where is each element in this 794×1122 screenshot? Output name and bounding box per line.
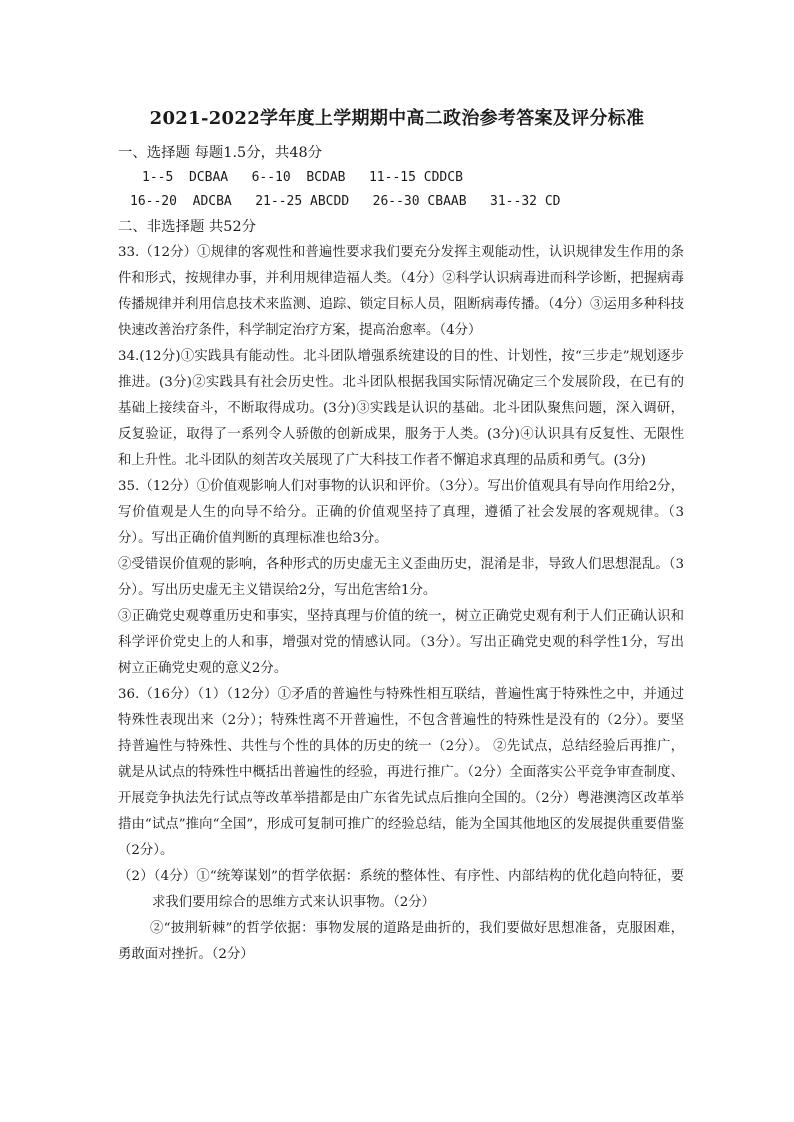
- section-non-choice-heading: 二、非选择题 共52分: [118, 219, 257, 235]
- question-35-answer-part-3: ③正确党史观尊重历史和事实，坚持真理与价值的统一，树立正确党史观有利于人们正确认识和科学评价党史上的人和事，增强对党的情感认同。（3分）。写出正确党史观的科学性1分，写出树立正确党史观的意义2分。: [118, 609, 684, 676]
- page-title: 2021-2022学年度上学期期中高二政治参考答案及评分标准: [149, 108, 645, 129]
- answer-content: [118, 140, 684, 968]
- question-36-answer-part-3: ②“披荆斩棘”的哲学依据：事物发展的道路是曲折的，我们要做好思想准备，克服困难，勇敢面对挫折。（2分）: [118, 921, 684, 962]
- answer-key-row-1: 1--5 DCBAA 6--10 BCDAB 11--15 CDDCB: [142, 170, 463, 185]
- question-36-answer-part-2: （2）（4分）①“统筹谋划”的哲学依据：系统的整体性、有序性、内部结构的优化趋向特征，要求我们要用综合的思维方式来认识事物。（2分）: [118, 869, 684, 910]
- question-34-answer: 34.(12分)①实践具有能动性。北斗团队增强系统建设的目的性、计划性，按“三步走”规划逐步推进。(3分)②实践具有社会历史性。北斗团队根据我国实际情况确定三个发展阶段，在已有的基础上接续奋斗，不断取得成功。(3分)③实践是认识的基础。北斗团队聚焦问题，深入调研，反复验证，取得了一系列令人骄傲的创新成果，服务于人类。(3分)④认识具有反复性、无限性和上升性。北斗团队的刻苦攻关展现了广大科技工作者不懈追求真理的品质和勇气。(3分): [118, 349, 684, 468]
- question-36-answer-part-1: 36.（16分）（1）（12分）①矛盾的普遍性与特殊性相互联结，普遍性寓于特殊性之中，并通过特殊性表现出来（2分）；特殊性离不开普遍性，不包含普遍性的特殊性是没有的（2分）。要坚持普遍性与特殊性、共性与个性的具体的历史的统一（2分）。 ②先试点，总结经验后再推广，就是从试点的特殊性中概括出普遍性的经验，再进行推广。（2分）全面落实公平竞争审查制度、开展竞争执法先行试点等改革举措都是由广东省先试点后推向全国的。（2分）粤港澳湾区改革举措由“试点”推向“全国”，形成可复制可推广的经验总结，能为全国其他地区的发展提供重要借鉴（2分）。: [118, 687, 684, 858]
- answer-key-row-2: 16--20 ADCBA 21--25 ABCDD 26--30 CBAAB 31--32 CD: [130, 194, 561, 209]
- section-multiple-choice-heading: 一、选择题 每题1.5分，共48分: [118, 145, 323, 161]
- question-33-answer: 33.（12分）①规律的客观性和普遍性要求我们要充分发挥主观能动性，认识规律发生作用的条件和形式，按规律办事，并利用规律造福人类。（4分）②科学认识病毒进而科学诊断，把握病毒传播规律并利用信息技术来监测、追踪、锁定目标人员，阻断病毒传播。（4分）③运用多种科技快速改善治疗条件，科学制定治疗方案，提高治愈率。（4分）: [118, 245, 684, 338]
- question-35-answer-part-2: ②受错误价值观的影响，各种形式的历史虚无主义歪曲历史，混淆是非，导致人们思想混乱。（3分）。写出历史虚无主义错误给2分，写出危害给1分。: [118, 557, 684, 598]
- question-35-answer-part-1: 35.（12分）①价值观影响人们对事物的认识和评价。（3分）。写出价值观具有导向作用给2分，写价值观是人生的向导不给分。正确的价值观坚持了真理，遵循了社会发展的客观规律。（3分）。写出正确价值判断的真理标准也给3分。: [118, 479, 684, 546]
